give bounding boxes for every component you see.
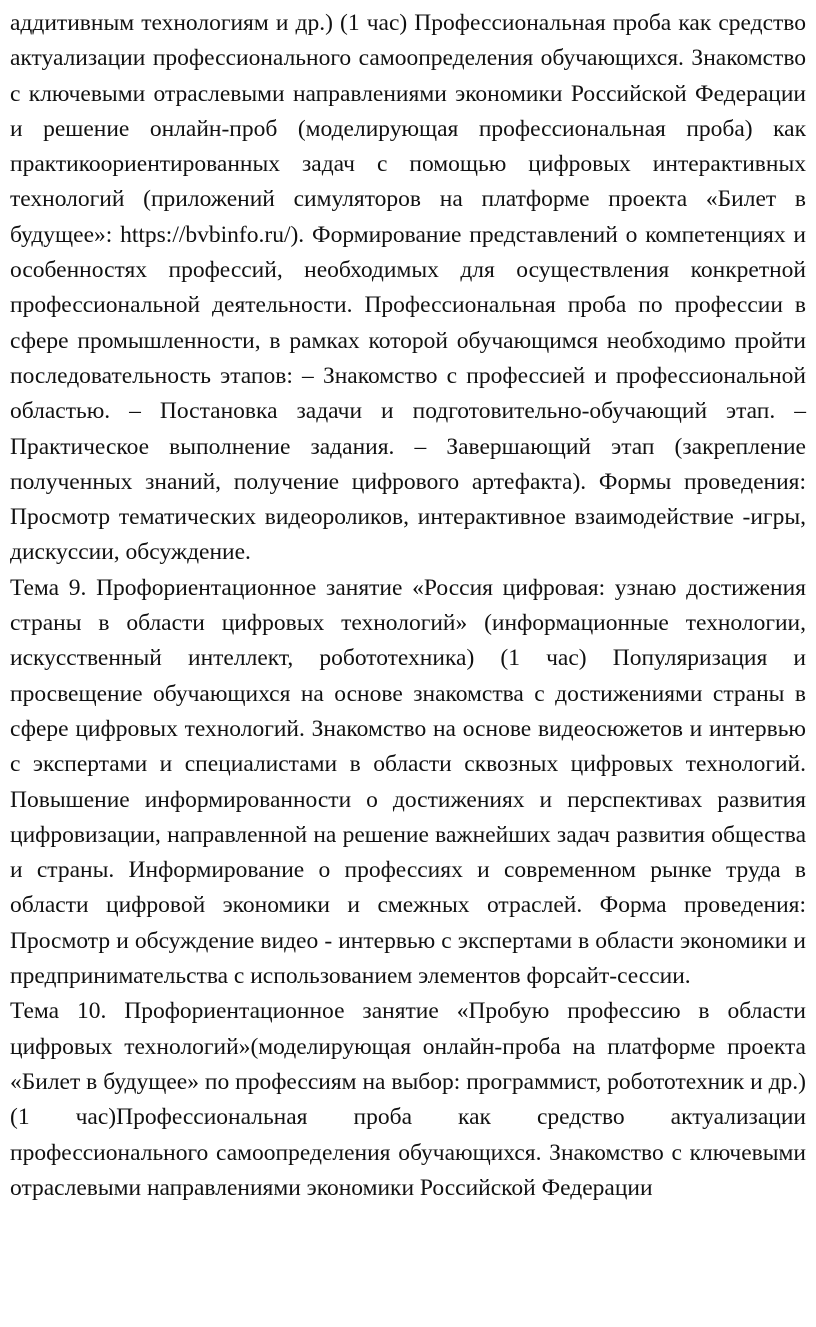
paragraph-topic-10: Тема 10. Профориентационное занятие «Пробую профессию в области цифровых технологий»(моделирующая онлайн-проба на платформе проекта «Билет в будущее» по профессиям на выбор: программист, робототехник и др.) (1 час)Профессиональная проба как средство актуализации профессионального самоопределения обучающихся. Знакомство с ключевыми отраслевыми направлениями экономики Российской Федерации (10, 998, 806, 1201)
paragraph-topic-9: Тема 9. Профориентационное занятие «Россия цифровая: узнаю достижения страны в области цифровых технологий» (информационные технологии, искусственный интеллект, робототехника) (1 час) Популяризация и просвещение обучающихся на основе знакомства с достижениями страны в сфере цифровых технологий. Знакомство на основе видеосюжетов и интервью с экспертами и специалистами в области сквозных цифровых технологий. Повышение информированности о достижениях и перспективах развития цифровизации, направленной на решение важнейших задач развития общества и страны. Информирование о профессиях и современном рынке труда в области цифровой экономики и смежных отраслей. Форма проведения: Просмотр и обсуждение видео - интервью с экспертами в области экономики и предпринимательства с использованием элементов форсайт-сессии. (10, 574, 806, 990)
paragraph-topic-8-continuation: аддитивным технологиям и др.) (1 час) Профессиональная проба как средство актуализации профессионального самоопределения обучающихся. Знакомство с ключевыми отраслевыми направлениями экономики Российской Федерации и решение онлайн-проб (моделирующая профессиональная проба) как практикоориентированных задач с помощью цифровых интерактивных технологий (приложений симуляторов на платформе проекта «Билет в будущее»: https://bvbinfo.ru/). Формирование представлений о компетенциях и особенностях профессий, необходимых для осуществления конкретной профессиональной деятельности. Профессиональная проба по профессии в сфере промышленности, в рамках которой обучающимся необходимо пройти последовательность этапов: – Знакомство с профессией и профессиональной областью. – Постановка задачи и подготовительно-обучающий этап. – Практическое выполнение задания. – Завершающий этап (закрепление полученных знаний, получение цифрового артефакта). Формы проведения: Просмотр тематических видеороликов, интерактивное взаимодействие -игры, дискуссии, обсуждение. (10, 10, 806, 566)
